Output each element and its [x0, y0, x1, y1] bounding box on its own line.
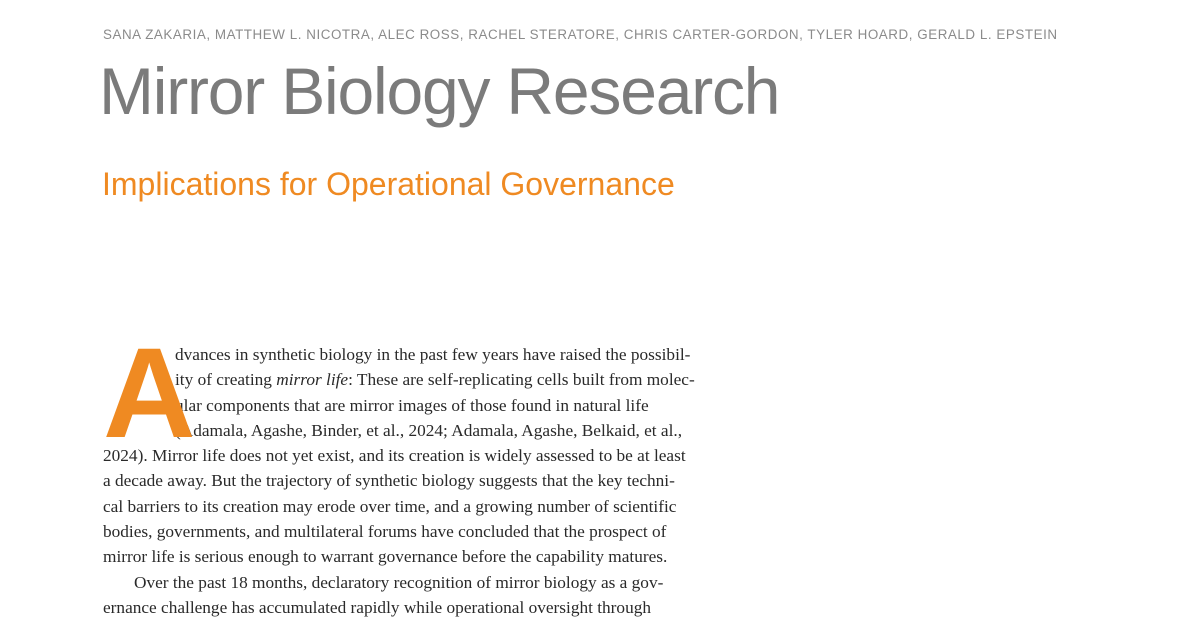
body-line: cal barriers to its creation may erode over time, and a growing number of scientific [103, 496, 677, 516]
body-line-segment: : These are self-replicating cells built from molec- [348, 370, 695, 390]
page-subtitle: Implications for Operational Governance [102, 166, 675, 202]
body-line: Over the past 18 months, declaratory recognition of mirror biology as a gov- [134, 572, 664, 592]
page-title: Mirror Biology Research [99, 54, 780, 128]
author-list: SANA ZAKARIA, MATTHEW L. NICOTRA, ALEC ROSS, RACHEL STERATORE, CHRIS CARTER-GORDON, TYLER HOARD, GERALD L. EPSTEIN [103, 27, 1058, 42]
body-line: bodies, governments, and multilateral forums have concluded that the prospect of [103, 522, 667, 542]
body-line: a decade away. But the trajectory of synthetic biology suggests that the key techni- [103, 471, 675, 491]
drop-cap: A [103, 322, 196, 465]
paragraph-2 [103, 570, 753, 621]
body-line: ular components that are mirror images of those found in natural life [175, 395, 649, 415]
body-line: (Adamala, Agashe, Binder, et al., 2024; Adamala, Agashe, Belkaid, et al., [175, 420, 683, 440]
body-line-segment: ity of creating [175, 370, 277, 390]
body-line: 2024). Mirror life does not yet exist, and its creation is widely assessed to be at least [103, 446, 686, 466]
italic-term: mirror life [276, 370, 349, 390]
body-line: ernance challenge has accumulated rapidly while operational oversight through [103, 597, 651, 617]
body-line: mirror life is serious enough to warrant governance before the capability matures. [103, 547, 668, 567]
paragraph-1 [103, 322, 753, 570]
article-body [103, 322, 753, 620]
body-line: dvances in synthetic biology in the past few years have raised the possibil- [175, 345, 691, 364]
body-line [103, 367, 753, 392]
